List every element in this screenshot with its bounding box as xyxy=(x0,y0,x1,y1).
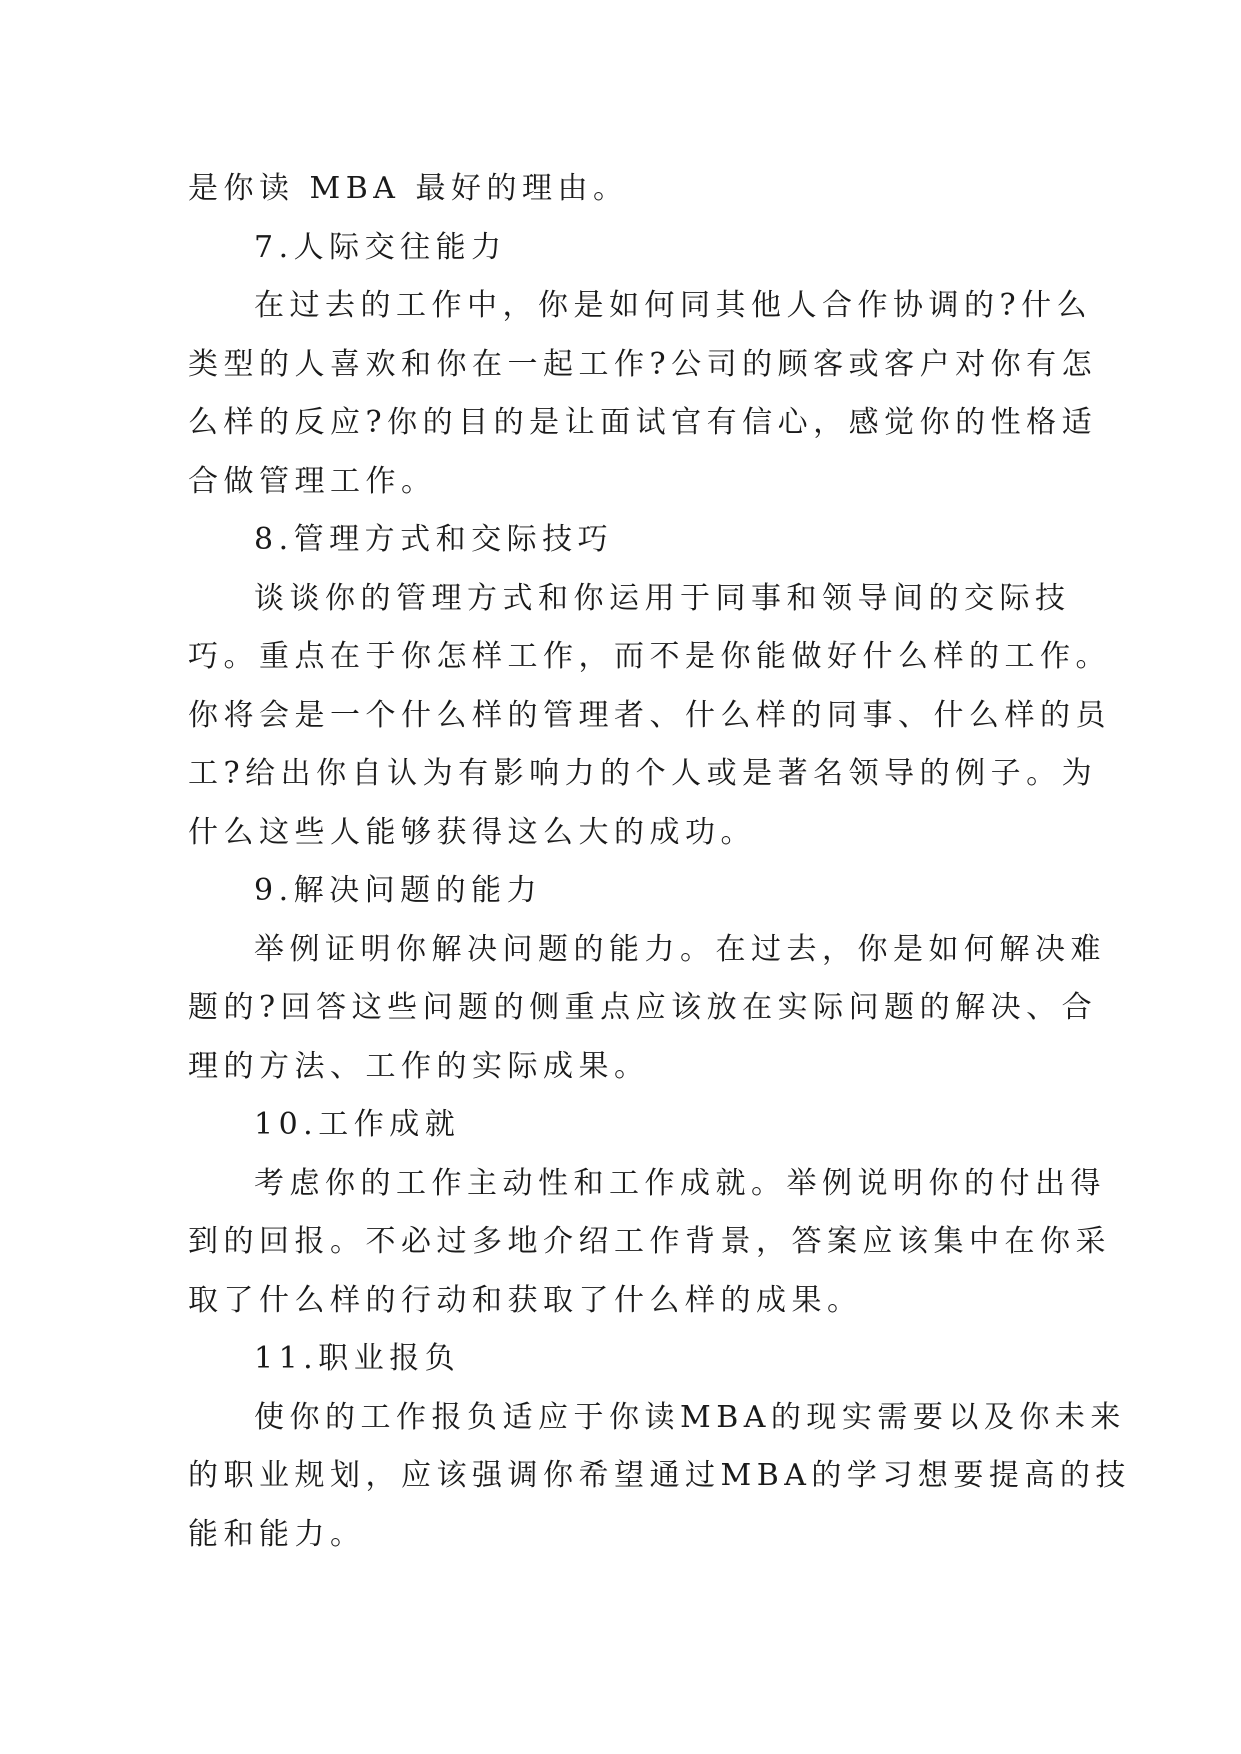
text-line-1: 是你读 MBA 最好的理由。 xyxy=(188,171,629,206)
text-line-14: 举例证明你解决问题的能力。在过去，你是如何解决难 xyxy=(254,931,1106,967)
text-line-20: 取了什么样的行动和获取了什么样的成果。 xyxy=(188,1282,863,1318)
text-line-4: 类型的人喜欢和你在一起工作?公司的顾客或客户对你有怎 xyxy=(188,346,1098,382)
section-heading-8: 8.管理方式和交际技巧 xyxy=(254,522,614,557)
text-line-5: 么样的反应?你的目的是让面试官有信心，感觉你的性格适 xyxy=(188,405,1098,440)
text-line-16: 理的方法、工作的实际成果。 xyxy=(188,1048,650,1084)
text-line-10: 你将会是一个什么样的管理者、什么样的同事、什么样的员 xyxy=(188,697,1111,733)
text-line-12: 什么这些人能够获得这么大的成功。 xyxy=(188,814,756,850)
text-line-18: 考虑你的工作主动性和工作成就。举例说明你的付出得 xyxy=(254,1165,1106,1201)
text-line-6: 合做管理工作。 xyxy=(188,463,437,499)
text-line-15: 题的?回答这些问题的侧重点应该放在实际问题的解决、合 xyxy=(188,990,1098,1025)
text-line-8: 谈谈你的管理方式和你运用于同事和领导间的交际技 xyxy=(254,580,1071,616)
text-line-3: 在过去的工作中，你是如何同其他人合作协调的?什么 xyxy=(254,288,1093,323)
section-heading-9: 9.解决问题的能力 xyxy=(254,873,543,908)
text-line-11: 工?给出你自认为有影响力的个人或是著名领导的例子。为 xyxy=(188,756,1098,791)
section-heading-10: 10.工作成就 xyxy=(254,1107,461,1142)
section-heading-11: 11.职业报负 xyxy=(254,1341,461,1376)
text-line-23: 的职业规划，应该强调你希望通过MBA的学习想要提高的技 xyxy=(188,1458,1131,1493)
text-line-22: 使你的工作报负适应于你读MBA的现实需要以及你未来 xyxy=(254,1399,1126,1435)
text-line-19: 到的回报。不必过多地介绍工作背景，答案应该集中在你采 xyxy=(188,1224,1111,1259)
text-line-9: 巧。重点在于你怎样工作，而不是你能做好什么样的工作。 xyxy=(188,639,1111,674)
document-body xyxy=(188,160,1131,1564)
text-line-24: 能和能力。 xyxy=(188,1516,366,1552)
section-heading-7: 7.人际交往能力 xyxy=(254,229,507,265)
